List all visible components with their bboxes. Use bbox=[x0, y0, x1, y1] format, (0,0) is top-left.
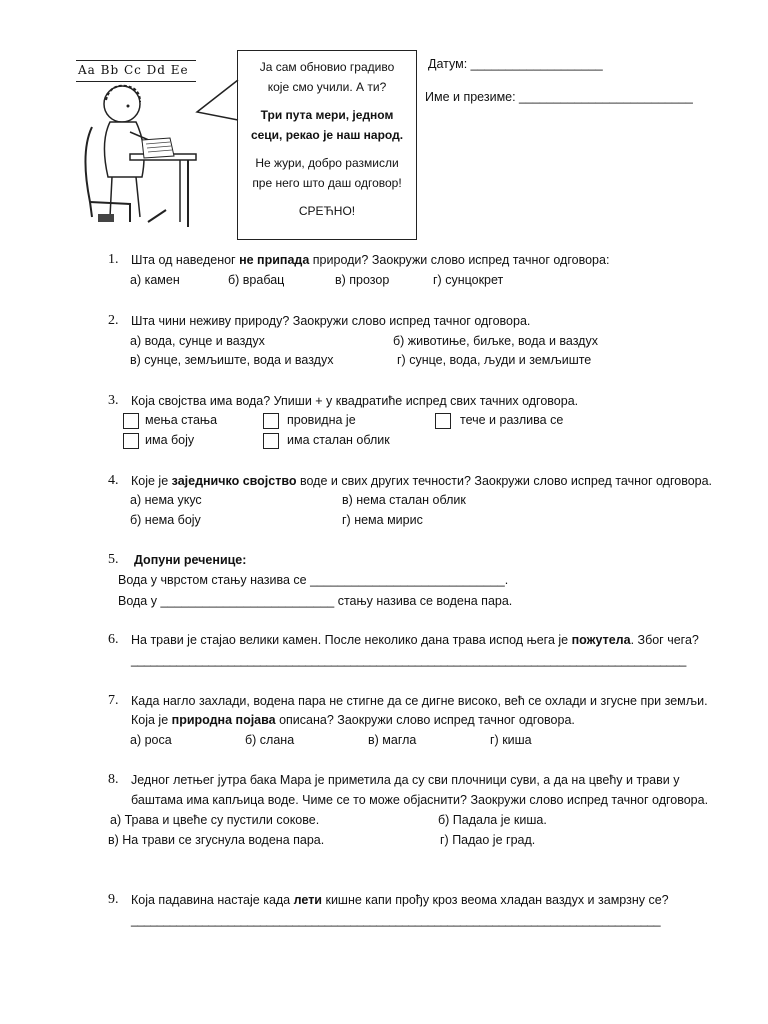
q7-option-b[interactable]: б) слана bbox=[245, 733, 295, 747]
q1-text: Шта од наведеног не припада природи? Заокружи слово испред тачног одговора: bbox=[131, 253, 610, 267]
q3-checkbox-4[interactable] bbox=[123, 433, 139, 449]
alphabet-strip bbox=[76, 60, 196, 82]
q4-option-a[interactable]: а) нема укус bbox=[130, 493, 202, 507]
bubble-line-3: Три пута мери, једном bbox=[260, 108, 394, 122]
q4-option-d[interactable]: г) нема мирис bbox=[342, 513, 423, 527]
q1-option-d[interactable]: г) сунцокрет bbox=[433, 273, 504, 287]
q4-text: Које је заједничко својство воде и свих других течности? Заокружи слово испред тачног одговора. bbox=[131, 474, 713, 488]
q3-checkbox-1[interactable] bbox=[123, 413, 139, 429]
q9-number: 9. bbox=[108, 892, 119, 907]
q7-number: 7. bbox=[108, 693, 119, 708]
q7-option-a[interactable]: а) роса bbox=[130, 733, 172, 747]
q6-number: 6. bbox=[108, 632, 119, 647]
date-field[interactable]: Датум: ___________________ bbox=[428, 57, 603, 71]
q1-option-c[interactable]: в) прозор bbox=[335, 273, 390, 287]
q3-option-1: мења стања bbox=[145, 413, 218, 427]
q5-number: 5. bbox=[108, 552, 119, 567]
q2-option-d[interactable]: г) сунце, вода, људи и земљиште bbox=[397, 353, 592, 367]
bubble-line-1: Ја сам обновио градиво bbox=[259, 60, 395, 74]
q3-option-2: провидна је bbox=[287, 413, 356, 427]
q3-number: 3. bbox=[108, 393, 119, 408]
q9-answer-line[interactable]: __________________________________________________________________________________ bbox=[131, 913, 661, 927]
q3-option-3: тече и разлива се bbox=[460, 413, 564, 427]
q2-option-b[interactable]: б) животиње, биљке, вода и ваздух bbox=[393, 334, 598, 348]
speech-bubble bbox=[237, 50, 417, 240]
bubble-line-2: које смо учили. А ти? bbox=[267, 80, 387, 94]
q3-text: Која својства има вода? Упиши + у квадратиће испред свих тачних одговора. bbox=[131, 394, 579, 408]
q7-text-2: Која је природна појава описана? Заокружи слово испред тачног одговора. bbox=[131, 713, 575, 727]
q8-option-d[interactable]: г) Падао је град. bbox=[440, 833, 536, 847]
q2-text: Шта чини неживу природу? Заокружи слово испред тачног одговора. bbox=[131, 314, 531, 328]
q6-text: На трави је стајао велики камен. После неколико дана трава испод њега је пожутела. Због чега? bbox=[131, 633, 699, 647]
q8-number: 8. bbox=[108, 772, 119, 787]
q8-option-a[interactable]: а) Трава и цвеће су пустили сокове. bbox=[110, 813, 320, 827]
q1-option-a[interactable]: а) камен bbox=[130, 273, 180, 287]
bubble-line-4: сеци, рекао је наш народ. bbox=[250, 128, 404, 142]
q4-option-b[interactable]: б) нема боју bbox=[130, 513, 201, 527]
child-writing-illustration bbox=[70, 82, 200, 232]
q3-checkbox-3[interactable] bbox=[435, 413, 451, 429]
bubble-line-5: Не жури, добро размисли bbox=[255, 156, 399, 170]
q5-line-1[interactable]: Вода у чврстом стању назива се ____________________________. bbox=[118, 573, 509, 587]
q5-title: Допуни реченице: bbox=[134, 553, 247, 567]
q3-option-5: има сталан облик bbox=[287, 433, 390, 447]
q3-checkbox-5[interactable] bbox=[263, 433, 279, 449]
q4-option-c[interactable]: в) нема сталан облик bbox=[342, 493, 466, 507]
q8-option-b[interactable]: б) Падала је киша. bbox=[438, 813, 547, 827]
bubble-pointer bbox=[195, 70, 240, 130]
q8-text-1: Једног летњег јутра бака Мара је приметила да су сви плочници суви, а да на цвећу и трави у bbox=[131, 773, 680, 787]
q2-option-a[interactable]: а) вода, сунце и ваздух bbox=[130, 334, 265, 348]
q4-number: 4. bbox=[108, 473, 119, 488]
q9-text: Која падавина настаје када лети кишне капи прођу кроз веома хладан ваздух и замрзну се? bbox=[131, 893, 669, 907]
q7-option-c[interactable]: в) магла bbox=[368, 733, 417, 747]
bubble-line-7: СРЕЋНО! bbox=[298, 204, 356, 218]
q5-line-2[interactable]: Вода у _________________________ стању назива се водена пара. bbox=[118, 594, 513, 608]
q3-option-4: има боју bbox=[145, 433, 195, 447]
q8-option-c[interactable]: в) На трави се згуснула водена пара. bbox=[108, 833, 325, 847]
q8-text-2: баштама има капљица воде. Чиме се то може објаснити? Заокружи слово испред тачног одговора. bbox=[131, 793, 709, 807]
name-field[interactable]: Име и презиме: _________________________ bbox=[425, 90, 693, 104]
q7-option-d[interactable]: г) киша bbox=[490, 733, 532, 747]
q1-number: 1. bbox=[108, 252, 119, 267]
alphabet-strip-text: Aa Bb Cc Dd Ee bbox=[78, 63, 189, 77]
q7-text-1: Када нагло захлади, водена пара не стигне да се дигне високо, већ се охлади и згусне при земљи. bbox=[131, 694, 708, 708]
q2-number: 2. bbox=[108, 313, 119, 328]
q3-checkbox-2[interactable] bbox=[263, 413, 279, 429]
q1-option-b[interactable]: б) врабац bbox=[228, 273, 285, 287]
q2-option-c[interactable]: в) сунце, земљиште, вода и ваздух bbox=[130, 353, 334, 367]
bubble-line-6: пре него што даш одговор! bbox=[252, 176, 402, 190]
q6-answer-line[interactable]: ______________________________________________________________________________________ bbox=[131, 653, 686, 667]
